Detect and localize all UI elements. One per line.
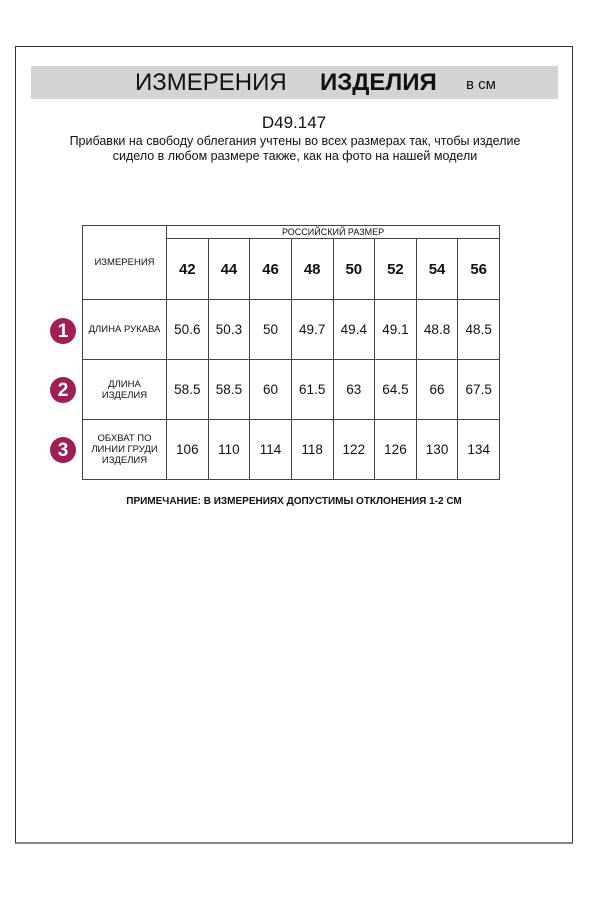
measurements-header: ИЗМЕРЕНИЯ [83,226,167,300]
table-cell: 114 [250,420,292,480]
table-cell: 106 [167,420,209,480]
size-header: 54 [416,239,458,300]
title-bold: ИЗДЕЛИЯ [320,69,437,96]
table-cell: 48.5 [458,300,500,360]
table-cell: 61.5 [291,360,333,420]
row-label: ДЛИНА ИЗДЕЛИЯ [83,360,167,420]
table-cell: 58.5 [167,360,209,420]
table-cell: 64.5 [375,360,417,420]
table-cell: 126 [375,420,417,480]
table-row [83,300,500,360]
badge-1-icon: 1 [50,318,76,344]
table-cell: 50.3 [208,300,250,360]
unit-label: в см [466,76,496,93]
badge-2-icon: 2 [50,377,76,403]
table-cell: 49.1 [375,300,417,360]
size-table [82,225,500,480]
table-cell: 49.7 [291,300,333,360]
size-header: 46 [250,239,292,300]
table-row [83,360,500,420]
size-header: 42 [167,239,209,300]
size-header: 50 [333,239,375,300]
tolerance-note: ПРИМЕЧАНИЕ: В ИЗМЕРЕНИЯХ ДОПУСТИМЫ ОТКЛОНЕНИЯ 1-2 СМ [126,496,462,507]
table-cell: 60 [250,360,292,420]
table-cell: 134 [458,420,500,480]
table-cell: 118 [291,420,333,480]
table-cell: 110 [208,420,250,480]
table-cell: 63 [333,360,375,420]
size-header: 44 [208,239,250,300]
row-label: ОБХВАТ ПО ЛИНИИ ГРУДИ ИЗДЕЛИЯ [83,420,167,480]
table-cell: 122 [333,420,375,480]
table-cell: 48.8 [416,300,458,360]
badge-3-icon: 3 [50,437,76,463]
table-cell: 66 [416,360,458,420]
table-cell: 130 [416,420,458,480]
table-cell: 50 [250,300,292,360]
size-header: 52 [375,239,417,300]
size-header: 48 [291,239,333,300]
size-group-header: РОССИЙСКИЙ РАЗМЕР [167,226,500,239]
product-code: D49.147 [261,113,327,132]
table-cell: 50.6 [167,300,209,360]
title-banner [31,66,558,99]
table-cell: 49.4 [333,300,375,360]
fit-description: Прибавки на свободу облегания учтены во всех размерах так, чтобы изделие сидело в любом размере также, как на фото на нашей модели [69,134,521,163]
title-light: ИЗМЕРЕНИЯ [135,69,287,96]
row-label: ДЛИНА РУКАВА [83,300,167,360]
size-header: 56 [458,239,500,300]
table-cell: 67.5 [458,360,500,420]
table-cell: 58.5 [208,360,250,420]
table-row [83,420,500,480]
